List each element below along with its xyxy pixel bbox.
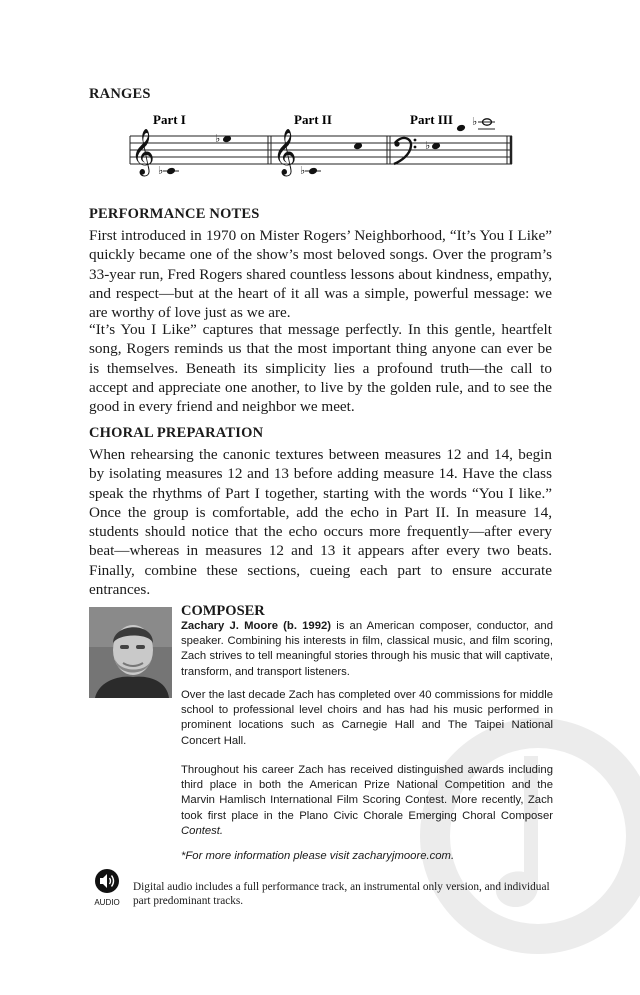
composer-awards-text: Throughout his career Zach has received distinguished awards including third place in both the American Prize National Competition and the Marvin Hamlisch International Film Scoring Contest. More recently, Zach took first place in the Plano Civic Chorale Emerging Choral Composer	[181, 764, 553, 822]
svg-text:♭: ♭	[300, 164, 306, 177]
composer-awards-italic: Contest.	[181, 824, 224, 837]
composer-awards	[181, 763, 553, 839]
choral-preparation-paragraph: When rehearsing the canonic textures between measures 12 and 14, begin by isolating measures 12 and 13 before adding measure 14. Have the class speak the rhythms of Part I together, starting with the words “You I like.” Once the group is comfortable, add the echo in Part II. In measure 14, students should notice that the echo occurs more frequently—after every beat—whereas in measures 12 and 13 it appears after every two beats. Finally, combine these sections, cueing each part to ensure accurate entrances.	[89, 446, 552, 599]
performance-notes-paragraph: First introduced in 1970 on Mister Rogers’ Neighborhood, “It’s You I Like” quickly became one of the show’s most beloved songs. Over the program’s 33-year run, Fred Rogers shared countless lessons about kindness, empathy, and respect—but at the heart of it all was a simple, powerful message: we are worthy of love just as we are.	[89, 227, 552, 322]
part-1-notes	[158, 132, 232, 177]
part-1-label: Part I	[153, 112, 186, 127]
part-2-notes	[300, 142, 363, 177]
treble-clef-icon: 𝄞	[131, 129, 155, 175]
ranges-heading: RANGES	[89, 86, 151, 102]
ranges-staff	[125, 108, 520, 180]
audio-icon-label: AUDIO	[94, 898, 120, 907]
staff-lines	[130, 136, 512, 164]
composer-name: Zachary J. Moore (b. 1992)	[181, 620, 332, 632]
part-2-label: Part II	[294, 112, 332, 127]
composer-commissions: Over the last decade Zach has completed over 40 commissions for middle school to professional level choirs and has had his music performed in prominent locations such as Carnegie Hall and The Taipei National Concert Hall.	[181, 689, 553, 747]
composer-more-info: *For more information please visit zacharyjmoore.com.	[181, 850, 455, 862]
performance-notes-heading: PERFORMANCE NOTES	[89, 206, 260, 222]
choral-preparation-heading: CHORAL PREPARATION	[89, 425, 264, 441]
audio-icon	[94, 868, 120, 908]
svg-text:♭: ♭	[215, 132, 221, 145]
composer-heading: COMPOSER	[181, 603, 265, 619]
composer-bio-text: is an American composer, conductor, and speaker. Combining his interests in film, classical music, and film scoring, Zach strives to tell meaningful stories through his music that will captivate, transform, and transport listeners.	[181, 620, 553, 678]
part-3-label: Part III	[410, 112, 453, 127]
audio-note: Digital audio includes a full performance track, an instrumental only version, and individual part predominant tracks.	[133, 881, 550, 907]
svg-text:♭: ♭	[158, 164, 164, 177]
composer-bio	[181, 619, 553, 680]
svg-text:♭: ♭	[472, 115, 478, 128]
svg-text:♭: ♭	[425, 139, 431, 152]
treble-clef-icon: 𝄞	[273, 129, 297, 175]
composer-photo	[89, 607, 172, 698]
bass-clef-icon	[394, 138, 416, 164]
performance-notes-paragraph: “It’s You I Like” captures that message perfectly. In this gentle, heartfelt song, Rogers reminds us that the most important thing anyone can ever be is themselves. Beneath its simplicity lies a profound truth—the call to accept and appreciate one another, to live by the golden rule, and to see the good in every friend and neighbor we meet.	[89, 321, 552, 416]
